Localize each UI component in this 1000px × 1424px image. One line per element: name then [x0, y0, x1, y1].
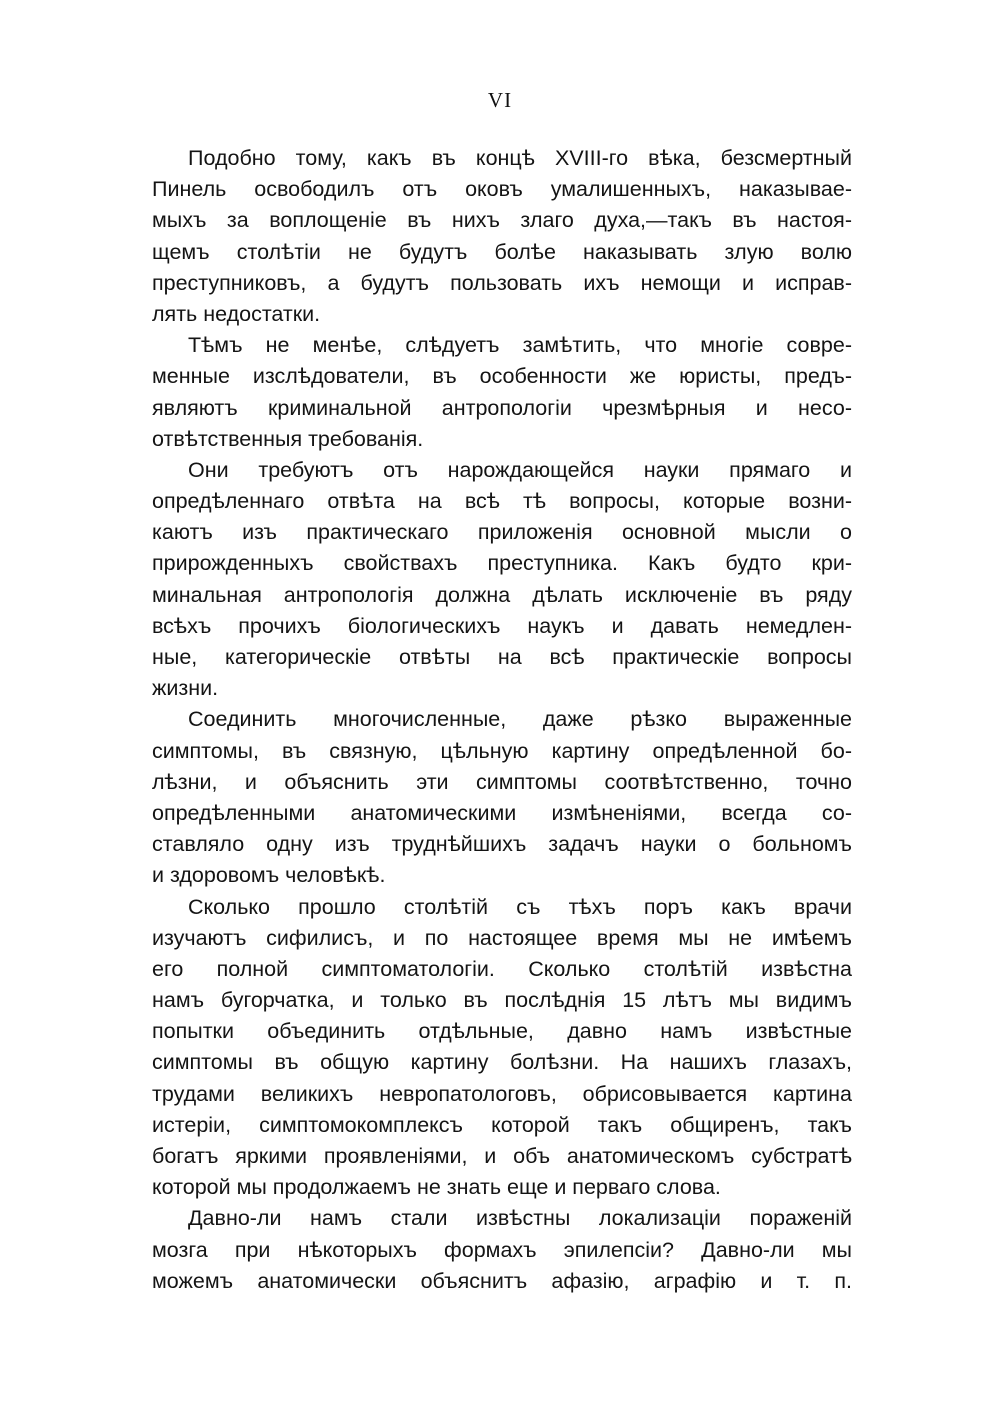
text-line: симптомы въ общую картину болѣзни. На нашихъ глазахъ, [152, 1050, 852, 1075]
body-text [152, 143, 852, 1297]
text-line: каютъ изъ практическаго приложенія основной мысли о [152, 520, 852, 545]
text-line: симптомы, въ связную, цѣльную картину опредѣленной бо- [152, 738, 852, 763]
text-line: Сколько прошло столѣтій съ тѣхъ поръ какъ врачи [188, 894, 852, 919]
text-line: Подобно тому, какъ въ концѣ XVIII-го вѣка, безсмертный [188, 146, 852, 170]
text-line: попытки объединить отдѣльные, давно намъ извѣстные [152, 1019, 852, 1044]
text-line: ставляло одну изъ труднѣйшихъ задачъ науки о больномъ [152, 832, 852, 857]
text-line: преступниковъ, а будутъ пользовать ихъ немощи и исправ- [152, 270, 852, 295]
text-line: трудами великихъ невропатологовъ, обрисовывается картина [152, 1081, 852, 1106]
text-line: лѣзни, и объяснить эти симптомы соотвѣтственно, точно [152, 769, 852, 794]
text-line: ные, категорическіе отвѣты на всѣ практическіе вопросы [152, 645, 852, 669]
text-line: минальная антропологія должна дѣлать исключеніе въ ряду [152, 582, 852, 607]
paragraph [152, 330, 852, 455]
text-line: можемъ анатомически объяснитъ афазію, аграфію и т. п. [152, 1268, 852, 1293]
text-line: Давно-ли намъ стали извѣстны локализаціи пораженій [188, 1206, 852, 1231]
text-line: лять недостатки. [152, 301, 321, 326]
text-line: Соединить многочисленные, даже рѣзко выраженные [188, 707, 852, 732]
text-line: менные изслѣдователи, въ особенности же юристы, предъ- [152, 364, 852, 389]
paragraph [152, 892, 852, 1204]
text-line: Пинель освободилъ отъ оковъ умалишенныхъ, наказывае- [152, 177, 852, 202]
text-line: отвѣтственныя требованія. [152, 426, 424, 451]
text-line: опредѣленнаго отвѣта на всѣ тѣ вопросы, которые возни- [152, 489, 852, 514]
text-line: намъ бугорчатка, и только въ послѣднія 15 лѣтъ мы видимъ [152, 988, 852, 1013]
paragraph [152, 143, 852, 330]
paragraph [152, 1203, 852, 1297]
text-line: Тѣмъ не менѣе, слѣдуетъ замѣтить, что многіе совре- [188, 333, 852, 358]
paragraph [152, 455, 852, 705]
text-line: щемъ столѣтіи не будутъ болѣе наказывать злую волю [152, 239, 852, 264]
text-line: мыхъ за воплощеніе въ нихъ злаго духа,—такъ въ настоя- [152, 208, 852, 233]
text-line: являютъ криминальной антропологіи чрезмѣрныя и несо- [152, 395, 852, 420]
text-line: и здоровомъ человѣкѣ. [152, 863, 386, 888]
text-line: мозга при нѣкоторыхъ формахъ эпилепсіи? Давно-ли мы [152, 1237, 852, 1262]
text-line: прирожденныхъ свойствахъ преступника. Какъ будто кри- [152, 551, 852, 576]
text-line: всѣхъ прочихъ біологическихъ наукъ и давать немедлен- [152, 613, 852, 638]
text-line: которой мы продолжаемъ не знать еще и перваго слова. [152, 1175, 721, 1200]
text-line: опредѣленными анатомическими измѣненіями, всегда со- [152, 800, 852, 825]
paragraph [152, 704, 852, 891]
text-line: истеріи, симптомокомплексъ которой такъ общиренъ, такъ [152, 1112, 852, 1137]
text-line: изучаютъ сифилисъ, и по настоящее время мы не имѣемъ [152, 925, 852, 950]
text-line: Они требуютъ отъ нарождающейся науки прямаго и [188, 457, 852, 482]
text-line: богатъ яркими проявленіями, и объ анатомическомъ субстратѣ [152, 1144, 852, 1168]
text-line: жизни. [152, 676, 219, 701]
page-number: VI [487, 88, 513, 112]
text-line: его полной симптоматологіи. Сколько столѣтій извѣстна [152, 956, 852, 981]
